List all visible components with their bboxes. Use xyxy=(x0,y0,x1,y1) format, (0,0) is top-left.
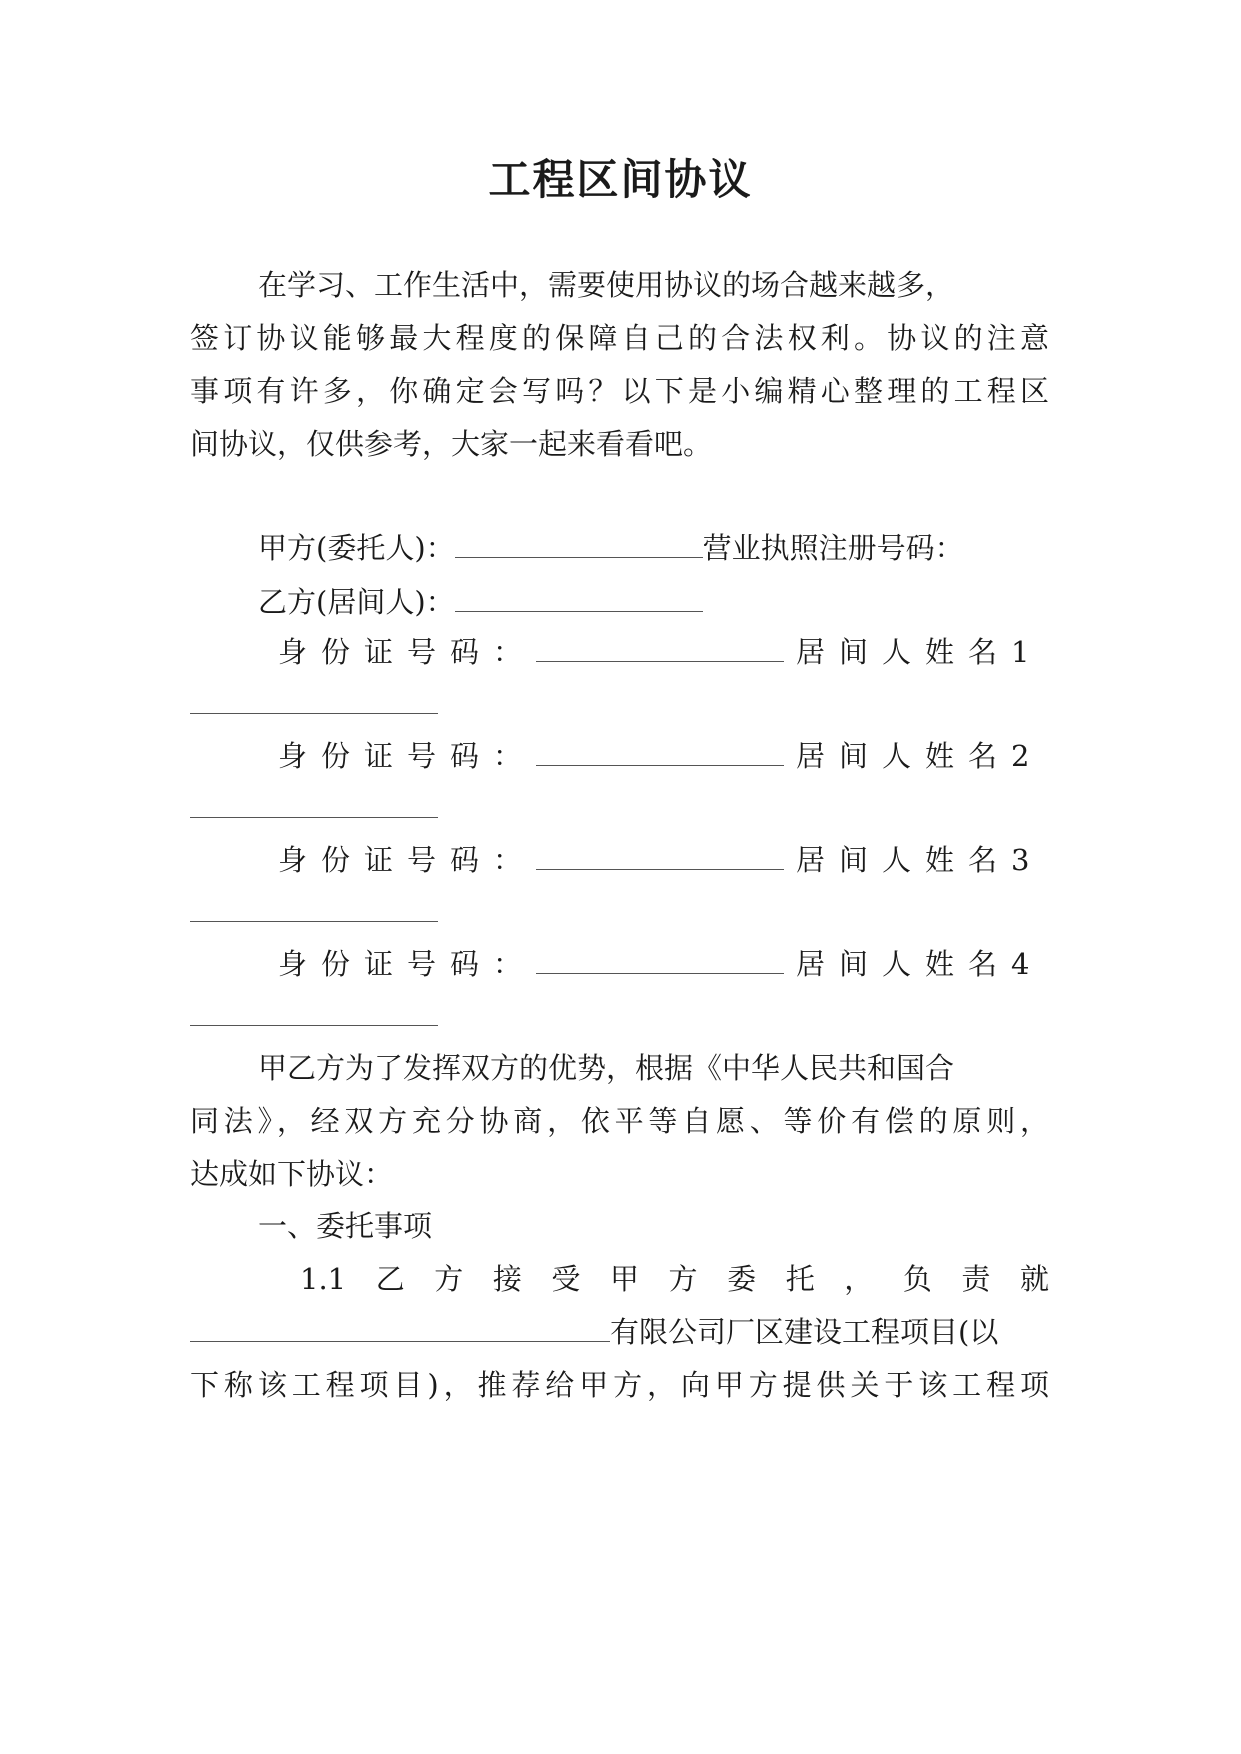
id-label: 身份证号码： xyxy=(278,947,537,981)
clause-1-1-line-3: 下称该工程项目)，推荐给甲方，向甲方提供关于该工程项 xyxy=(190,1368,1049,1402)
intermediary-row-1 xyxy=(278,632,1049,672)
document-title: 工程区间协议 xyxy=(488,155,753,204)
intermediary-name-label: 居间人姓名4 xyxy=(796,947,1044,981)
party-b-line xyxy=(258,582,703,622)
agreement-line-3: 达成如下协议： xyxy=(190,1157,394,1191)
id-label: 身份证号码： xyxy=(278,739,537,773)
clause-1-1-line-1: 1.1乙方接受甲方委托，负责就 xyxy=(300,1262,1049,1296)
intermediary-name-blank-1[interactable] xyxy=(190,713,438,714)
id-number-blank[interactable] xyxy=(536,737,784,766)
id-label: 身份证号码： xyxy=(278,843,537,877)
agreement-line-2: 同法》，经双方充分协商，依平等自愿、等价有偿的原则， xyxy=(190,1104,1049,1138)
intro-line-3: 事项有许多，你确定会写吗？以下是小编精心整理的工程区 xyxy=(190,374,1049,408)
intro-line-2: 签订协议能够最大程度的保障自己的合法权利。协议的注意 xyxy=(190,321,1049,355)
intermediary-name-label: 居间人姓名3 xyxy=(796,843,1044,877)
company-name-blank[interactable] xyxy=(190,1313,610,1342)
intermediary-name-label: 居间人姓名1 xyxy=(796,635,1044,669)
clause-1-1-line-2 xyxy=(190,1312,998,1352)
party-b-name-blank[interactable] xyxy=(455,583,703,612)
clause-1-1-line-2-text: 有限公司厂区建设工程项目(以 xyxy=(610,1315,999,1349)
id-number-blank[interactable] xyxy=(536,633,784,662)
id-label: 身份证号码： xyxy=(278,635,537,669)
party-a-name-blank[interactable] xyxy=(455,529,703,558)
intermediary-row-4 xyxy=(278,944,1049,984)
intro-line-4: 间协议，仅供参考，大家一起来看看吧。 xyxy=(190,427,713,461)
section-1-heading: 一、委托事项 xyxy=(258,1209,433,1243)
party-a-label: 甲方(委托人)： xyxy=(258,531,455,565)
party-b-label: 乙方(居间人)： xyxy=(258,585,455,619)
intermediary-name-label: 居间人姓名2 xyxy=(796,739,1044,773)
intermediary-row-3 xyxy=(278,840,1049,880)
id-number-blank[interactable] xyxy=(536,841,784,870)
id-number-blank[interactable] xyxy=(536,945,784,974)
intermediary-name-blank-4[interactable] xyxy=(190,1025,438,1026)
party-a-line xyxy=(258,528,964,568)
agreement-line-1: 甲乙方为了发挥双方的优势，根据《中华人民共和国合 xyxy=(258,1051,955,1085)
intermediary-name-blank-2[interactable] xyxy=(190,817,438,818)
intermediary-row-2 xyxy=(278,736,1049,776)
party-a-license-label: 营业执照注册号码： xyxy=(702,531,964,565)
intermediary-name-blank-3[interactable] xyxy=(190,921,438,922)
intro-line-1: 在学习、工作生活中，需要使用协议的场合越来越多， xyxy=(258,268,955,302)
